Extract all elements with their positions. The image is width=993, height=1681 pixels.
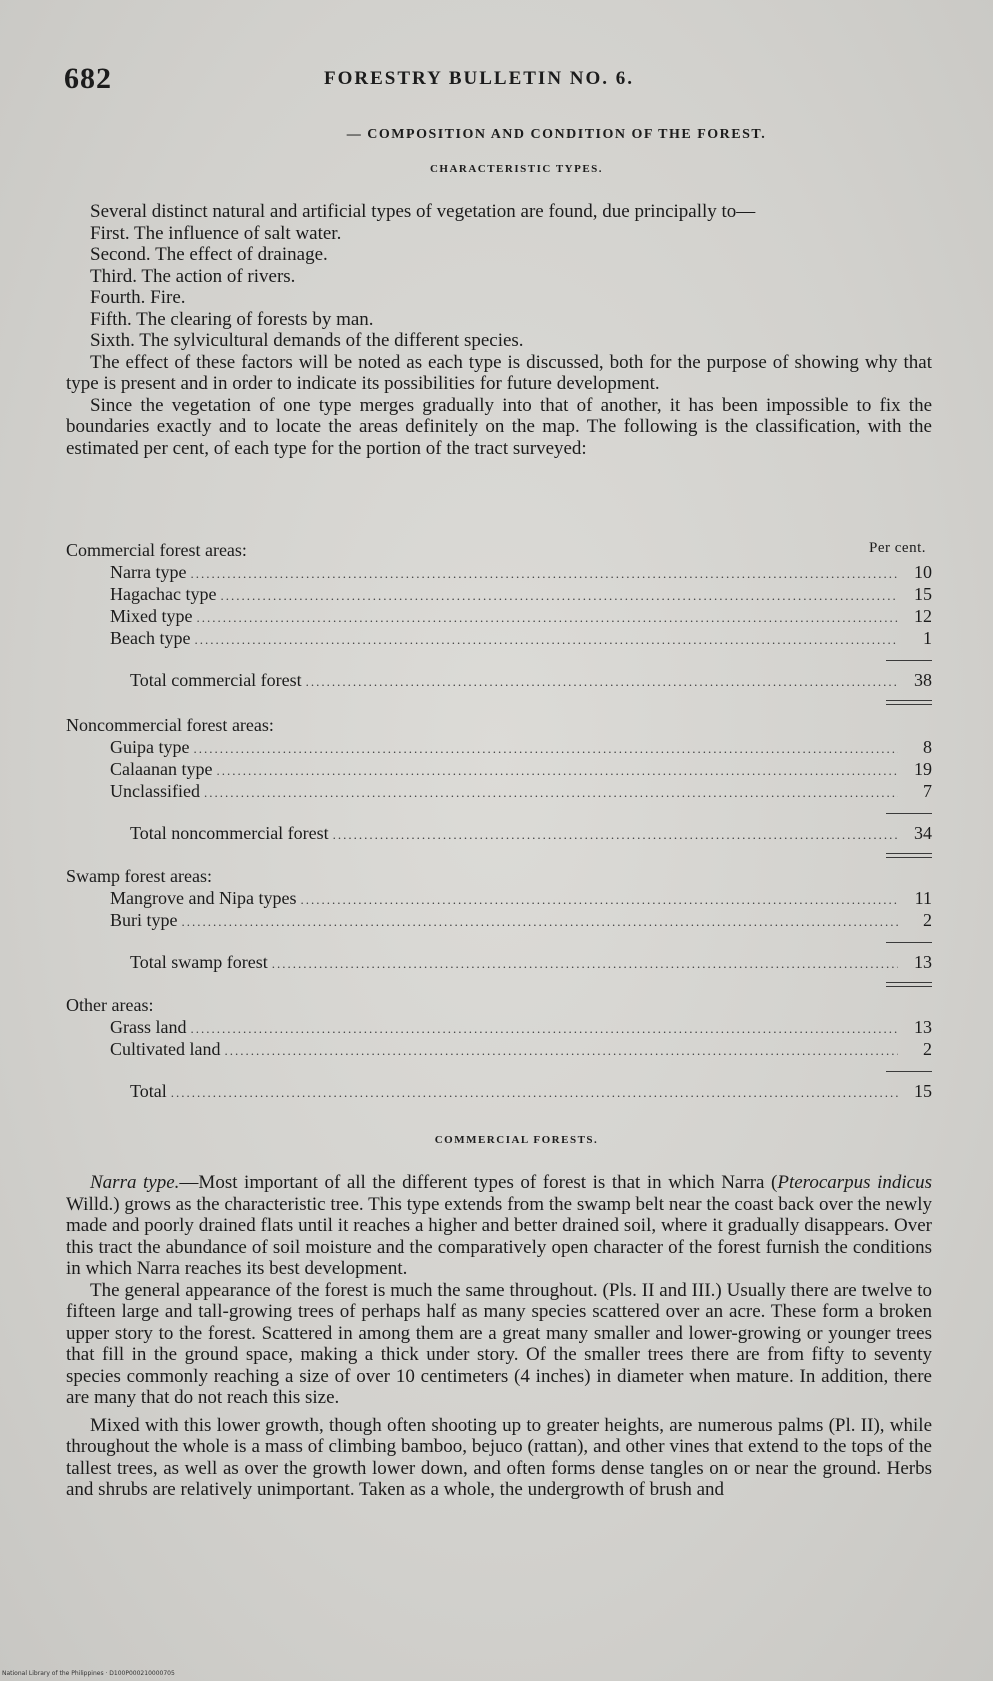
table-row xyxy=(110,584,932,606)
group-title: Noncommercial forest areas: xyxy=(66,715,274,735)
total-row xyxy=(130,670,932,692)
page-header xyxy=(64,62,929,102)
leader-dots xyxy=(197,610,899,626)
intro-section xyxy=(66,201,932,459)
total-label: Total xyxy=(130,1081,167,1101)
row-value: 2 xyxy=(923,910,932,930)
leader-dots xyxy=(306,674,898,690)
leader-dots xyxy=(216,763,898,779)
leader-dots xyxy=(193,741,898,757)
per-cent-header: Per cent. xyxy=(869,540,926,556)
leader-dots xyxy=(194,632,898,648)
scan-footer-note: National Library of the Philippines · D100P000210000705 xyxy=(2,1670,175,1677)
table-row xyxy=(110,1039,932,1061)
cause-item: Sixth. The sylvicultural demands of the different species. xyxy=(90,330,524,351)
table-row xyxy=(110,888,932,910)
row-value: 19 xyxy=(914,759,932,779)
leader-dots xyxy=(190,566,898,582)
group-title: Other areas: xyxy=(66,995,154,1015)
sum-rule xyxy=(886,1071,932,1072)
row-value: 1 xyxy=(923,628,932,648)
row-label: Unclassified xyxy=(110,781,200,801)
total-label: Total noncommercial forest xyxy=(130,823,329,843)
row-value: 8 xyxy=(923,737,932,757)
table-row xyxy=(110,1017,932,1039)
row-label: Calaanan type xyxy=(110,759,213,779)
cause-item: Second. The effect of drainage. xyxy=(90,244,328,265)
table-row xyxy=(110,628,932,650)
cause-item: Fourth. Fire. xyxy=(90,287,186,308)
intro-opening: Several distinct natural and artificial types of vegetation are found, due principally to— xyxy=(90,201,756,222)
cause-item: First. The influence of salt water. xyxy=(90,222,342,244)
row-label: Beach type xyxy=(110,628,191,648)
leader-dots xyxy=(220,588,898,604)
total-row xyxy=(130,952,932,974)
page-number: 682 xyxy=(64,62,112,95)
row-value: 7 xyxy=(923,781,932,801)
group-title: Commercial forest areas: xyxy=(66,540,247,560)
row-label: Mangrove and Nipa types xyxy=(110,888,297,908)
general-appearance-paragraph: The general appearance of the forest is much the same throughout. (Pls. II and III.) Usually there are twelve to fifteen large and tall-growing trees of perhaps half as many species scattered over an acre. These form a broken upper story to the forest. Scattered in among them are a great many smaller and lower-growing or younger trees that fill in the ground space, making a thick under story. Of the smaller trees there are from fifty to seventy species commonly reaching a size of over 10 centimeters (4 inches) in diameter when mature. In addition, there are many that do not reach this size. xyxy=(66,1279,932,1408)
total-value: 15 xyxy=(914,1081,932,1101)
table-row xyxy=(110,606,932,628)
sum-rule xyxy=(886,942,932,943)
row-value: 12 xyxy=(914,606,932,626)
leader-dots xyxy=(272,956,898,972)
row-label: Narra type xyxy=(110,562,187,582)
table-row xyxy=(110,781,932,803)
sum-rule xyxy=(886,660,932,661)
mixed-growth-paragraph: Mixed with this lower growth, though often shooting up to greater heights, are numerous palms (Pl. II), while throughout the whole is a mass of climbing bamboo, bejuco (rattan), and other vines that extend to the tops of the tallest trees, as well as over the growth lower down, and often forms dense tangles on or near the ground. Herbs and shrubs are relatively unimportant. Taken as a whole, the undergrowth of brush and xyxy=(66,1414,932,1500)
table-row xyxy=(110,759,932,781)
total-value: 38 xyxy=(914,670,932,690)
double-rule xyxy=(886,853,932,858)
group-title: Swamp forest areas: xyxy=(66,866,212,886)
total-row xyxy=(130,1081,932,1103)
intro-since-paragraph: Since the vegetation of one type merges gradually into that of another, it has been impossible to fix the boundaries exactly and to locate the areas definitely on the map. The following is the classification, with the estimated per cent, of each type for the portion of the tract surveyed: xyxy=(66,394,932,459)
total-value: 13 xyxy=(914,952,932,972)
narra-species: Pterocarpus indicus xyxy=(777,1172,933,1193)
table-row xyxy=(110,562,932,584)
leader-dots xyxy=(182,914,899,930)
heading-characteristic-types: CHARACTERISTIC TYPES. xyxy=(429,163,604,175)
heading-commercial-forests: COMMERCIAL FORESTS. xyxy=(434,1134,599,1146)
row-value: 13 xyxy=(914,1017,932,1037)
row-value: 2 xyxy=(923,1039,932,1059)
leader-dots xyxy=(171,1085,898,1101)
row-label: Grass land xyxy=(110,1017,187,1037)
table-row xyxy=(110,737,932,759)
row-label: Hagachac type xyxy=(110,584,217,604)
row-label: Guipa type xyxy=(110,737,190,757)
row-value: 15 xyxy=(914,584,932,604)
leader-dots xyxy=(224,1043,898,1059)
row-value: 10 xyxy=(914,562,932,582)
total-label: Total swamp forest xyxy=(130,952,268,972)
double-rule xyxy=(886,700,932,705)
cause-item: Third. The action of rivers. xyxy=(90,265,296,287)
commercial-forests-section xyxy=(66,1172,932,1501)
running-title: FORESTRY BULLETIN NO. 6. xyxy=(324,68,635,89)
total-label: Total commercial forest xyxy=(130,670,302,690)
narra-body-1: —Most important of all the different types of forest is that in which Narra ( xyxy=(179,1172,778,1193)
row-value: 11 xyxy=(914,888,932,908)
leader-dots xyxy=(190,1021,898,1037)
narra-body-2: Willd.) grows as the characteristic tree. This type extends from the swamp belt near the coast back over the newly made and poorly drained flats until it reaches a higher and better drained soil, where it gradually disappears. Over this tract the abundance of soil moisture and the comparatively open character of the forest furnish the conditions in which Narra reaches its best development. xyxy=(66,1193,932,1279)
narra-title: Narra type. xyxy=(90,1172,180,1193)
row-label: Cultivated land xyxy=(110,1039,221,1059)
leader-dots xyxy=(300,892,898,908)
narra-paragraph xyxy=(66,1172,932,1280)
leader-dots xyxy=(333,827,898,843)
heading-composition: — COMPOSITION AND CONDITION OF THE FOREST. xyxy=(346,127,767,142)
leader-dots xyxy=(204,785,898,801)
cause-item: Fifth. The clearing of forests by man. xyxy=(90,308,374,330)
row-label: Buri type xyxy=(110,910,178,930)
total-value: 34 xyxy=(914,823,932,843)
row-label: Mixed type xyxy=(110,606,193,626)
total-row xyxy=(130,823,932,845)
sum-rule xyxy=(886,813,932,814)
table-row xyxy=(110,910,932,932)
intro-effect-paragraph: The effect of these factors will be noted as each type is discussed, both for the purpose of showing why that type is present and in order to indicate its possibilities for future development. xyxy=(66,351,932,394)
double-rule xyxy=(886,982,932,987)
